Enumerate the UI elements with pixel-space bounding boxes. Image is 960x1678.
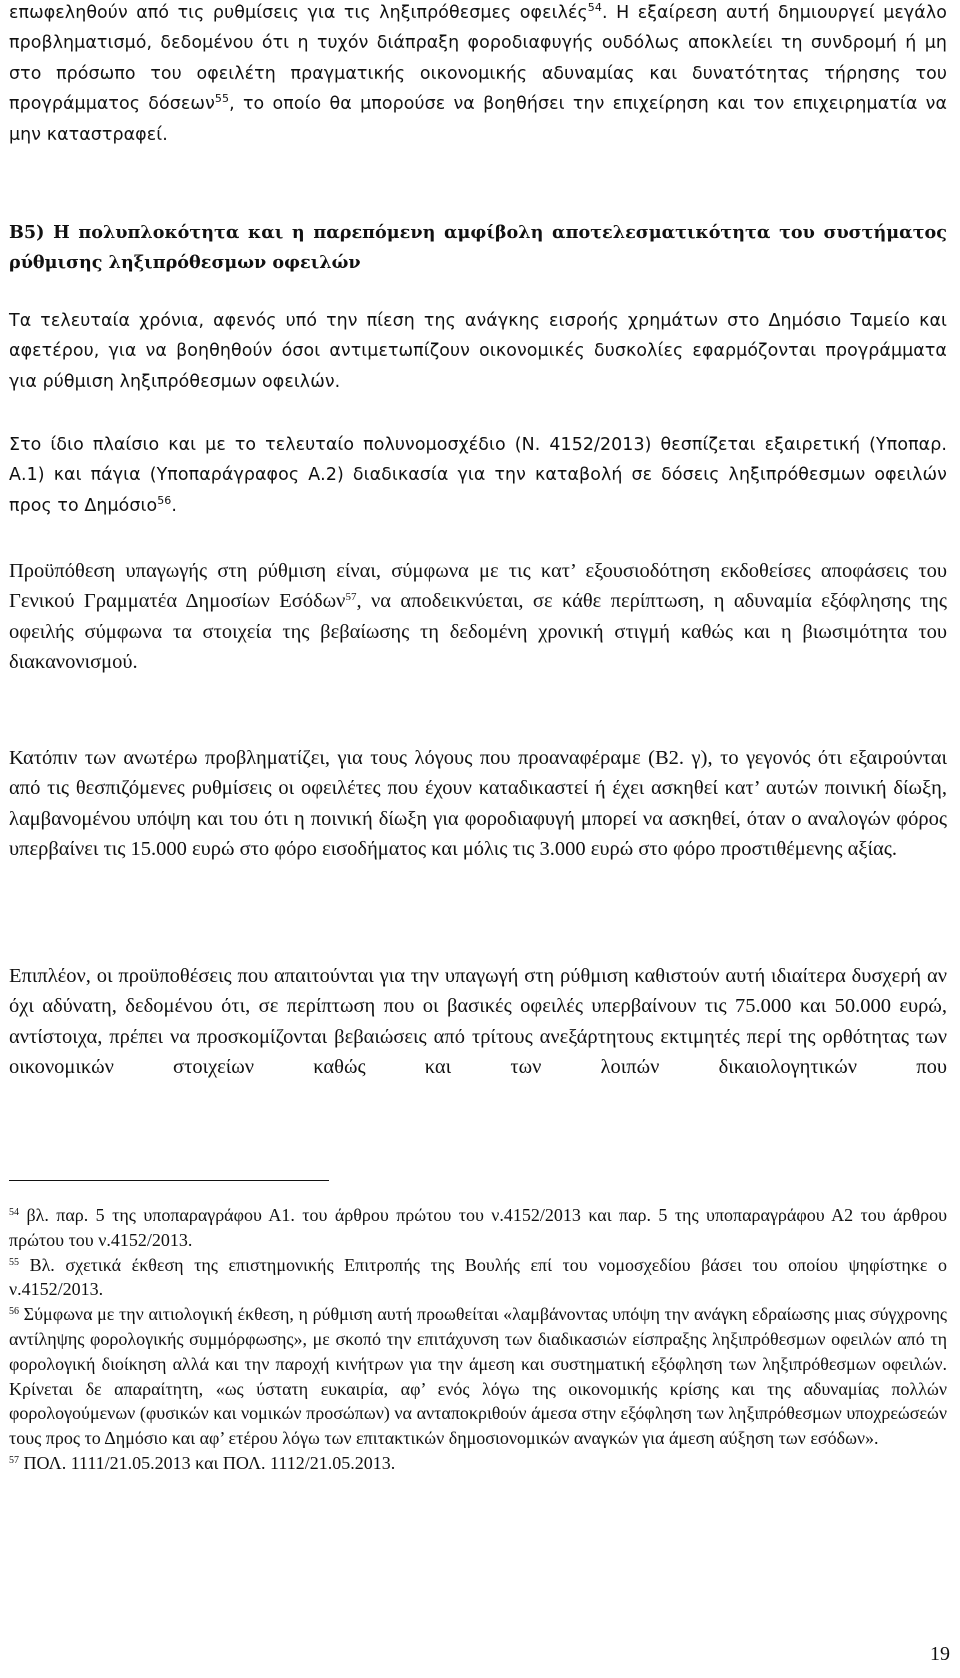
paragraph-recent-years: Τα τελευταία χρόνια, αφενός υπό την πίεση της ανάγκης εισροής χρημάτων στο Δημόσιο Ταμείο και αφετέρου, για να βοηθηθούν όσοι αντιμετωπίζουν οικονομικές δυσκολίες εφαρμόζονται προγράμματα για ρύθμιση ληξιπρόθεσμων οφειλών.	[9, 311, 947, 392]
page-number: 19	[930, 1643, 950, 1665]
paragraph-prerequisite: Προϋπόθεση υπαγωγής στη ρύθμιση είναι, σύμφωνα με τις κατ’ εξουσιοδότηση εκδοθείσες αποφάσεις του Γενικού Γραμματέα Δημοσίων Εσόδων$^{57}$, να αποδεικνύεται, σε κάθε περίπτωση, η αδυναμία εξόφλησης της οφειλής σύμφωνα τα στοιχεία της βεβαίωσης τη δεδομένη χρονική στιγμή καθώς και η βιωσιμότητα του διακανονισμού.	[9, 560, 947, 674]
footnote-ref-56[interactable]: 56	[157, 493, 172, 507]
footnotes	[9, 1203, 947, 1476]
paragraph-exclusion-concern: Κατόπιν των ανωτέρω προβληματίζει, για τους λόγους που προαναφέραμε (Β2. γ), το γεγονός ότι εξαιρούνται από τις θεσπιζόμενες ρυθμίσεις οι οφειλέτες που έχουν καταδικαστεί ή έχει ασκηθεί κατ’ αυτών ποινική δίωξη, λαμβανομένου υπόψη και του ότι η ποινική δίωξη για φοροδιαφυγή μπορεί να ασκηθεί, όταν ο αναλογών φόρος υπερβαίνει τις 15.000 ευρώ στο φόρο εισοδήματος και μόλις τις 3.000 ευρώ στο φόρο προστιθέμενης αξίας.	[9, 747, 947, 861]
footnote-54: $^{54}$ βλ. παρ. 5 της υποπαραγράφου Α1. του άρθρου πρώτου του ν.4152/2013 και παρ. 5 της υποπαραγράφου Α2 του άρθρου πρώτου του ν.4152/2013.	[9, 1205, 947, 1250]
footnote-separator	[9, 1180, 329, 1181]
footnote-55: $^{55}$ Βλ. σχετικά έκθεση της επιστημονικής Επιτροπής της Βουλής επί του νομοσχεδίου βάσει του οποίου ψηφίστηκε ο ν.4152/2013.	[9, 1254, 947, 1300]
footnote-57: $^{57}$ ΠΟΛ. 1111/21.05.2013 και ΠΟΛ. 1112/21.05.2013.	[9, 1452, 396, 1473]
footnote-ref-57[interactable]: 57	[345, 591, 357, 604]
footnote-ref-54[interactable]: 54	[587, 1, 602, 14]
paragraph-continuation: επωφεληθούν από τις ρυθμίσεις για τις ληξιπρόθεσμες οφειλές$^{54}$. Η εξαίρεση αυτή δημιουργεί μεγάλο προβληματισμό, δεδομένου ότι η τυχόν διάπραξη φοροδιαφυγής ουδόλως αποκλείει τη συνδρομή ή μη στο πρόσωπο του οφειλέτη πραγματικής οικονομικής αδυναμίας και δυνατότητας τήρησης του προγράμματος δόσεων$^{55}$, το οποίο θα μπορούσε να βοηθήσει την επιχείρηση και τον επιχειρηματία να μην καταστραφεί.	[9, 1, 948, 145]
footnote-ref-55[interactable]: 55	[214, 92, 230, 106]
paragraph-additional-requirements: Επιπλέον, οι προϋποθέσεις που απαιτούνται για την υπαγωγή στη ρύθμιση καθιστούν αυτή ιδιαίτερα δυσχερή αν όχι αδύνατη, δεδομένου ότι, σε περίπτωση που οι βασικές οφειλές υπερβαίνουν τις 75.000 και 50.000 ευρώ, αντίστοιχα, πρέπει να προσκομίζονται βεβαιώσεις από τρίτους ανεξάρτητους εκτιμητές περί της ορθότητας των οικονομικών στοιχείων καθώς και των λοιπών δικαιολογητικών που	[9, 965, 947, 1079]
paragraph-law-4152: Στο ίδιο πλαίσιο και με το τελευταίο πολυνομοσχέδιο (Ν. 4152/2013) θεσπίζεται εξαιρετική (Υποπαρ. Α.1) και πάγια (Υποπαράγραφος Α.2) διαδικασία για την καταβολή σε δόσεις ληξιπρόθεσμων οφειλών προς το Δημόσιο$^{56}$.	[9, 435, 947, 516]
footnote-56: $^{56}$ Σύμφωνα με την αιτιολογική έκθεση, η ρύθμιση αυτή προωθείται «λαμβάνοντας υπόψη την ανάγκη εδραίωσης μιας σύγχρονης αντίληψης φορολογικής συμμόρφωσης», με σκοπό την επιτάχυνση των διαδικασιών είσπραξης ληξιπρόθεσμων οφειλών από τη φορολογική διοίκηση αλλά και την παροχή κινήτρων για την άμεση και συστηματική εξόφληση των ληξιπρόθεσμων οφειλών. Κρίνεται δε απαραίτητη, «ως ύστατη ευκαιρία, αφ’ ενός λόγω της οικονομικής κρίσης και της αδυναμίας πολλών φορολογούμενων (φυσικών και νομικών προσώπων) να ανταποκριθούν άμεσα στην εξόφληση των ληξιπρόθεσμων υποχρεώσεών τους προς το Δημόσιο και αφ’ ετέρου λόγω των επιτακτικών δημοσιονομικών αναγκών για άμεση αύξηση των εσόδων».	[9, 1304, 947, 1449]
section-heading-b5: Β5) Η πολυπλοκότητα και η παρεπόμενη αμφίβολη αποτελεσματικότητα του συστήματος ρύθμισης ληξιπρόθεσμων οφειλών	[9, 222, 947, 274]
